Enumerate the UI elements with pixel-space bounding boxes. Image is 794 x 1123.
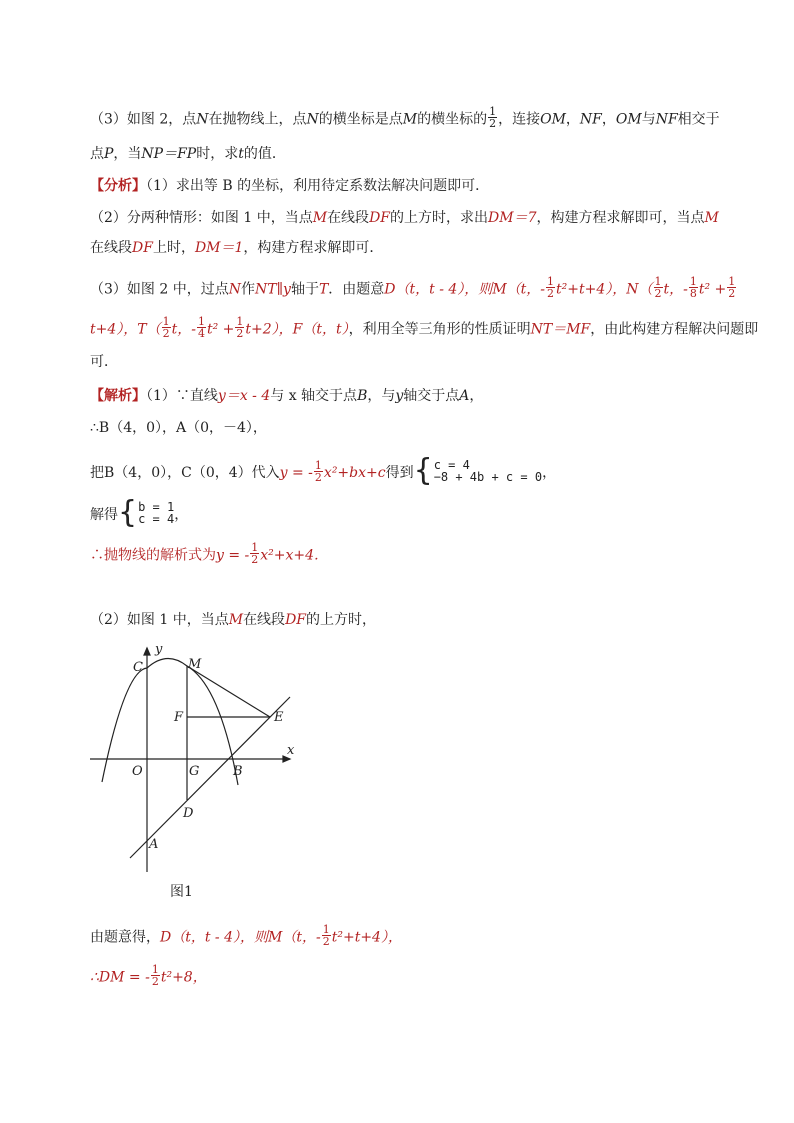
problem-3-line-1: （3）如图 2，点N在抛物线上，点N的横坐标是点M的横坐标的 $\frac{1}{2}$ ，连接OM，NF，OM与NF相交于 <box>90 105 720 130</box>
label-d: D <box>183 806 194 821</box>
equation-system-brace: { <box>413 453 433 488</box>
label-a: A <box>149 837 159 852</box>
label-y: y <box>155 642 163 657</box>
line-ab <box>130 697 290 858</box>
solution-line-3: 把B（4，0），C（0，4）代入y = - $\frac{1}{2}$ x²+bx+c得到{ c = 4 −8 + 4b + c = 0 ， <box>90 453 557 488</box>
label-g: G <box>189 764 200 779</box>
solution-line-5: ∴抛物线的解析式为y = - $\frac{1}{2}$ x²+x+4． <box>90 541 329 566</box>
part-2-line-3: ∴DM = - $\frac{1}{2}$ t²+8， <box>90 963 207 988</box>
label-b: B <box>233 764 243 779</box>
solution-label: 【解析】 <box>90 388 146 404</box>
fraction-half: $\frac{1}{2}$ <box>489 105 497 130</box>
label-x: x <box>287 743 295 758</box>
analysis-line-3: 在线段DF上时，DM＝1，构建方程求解即可． <box>90 240 384 256</box>
analysis-label: 【分析】 <box>90 178 146 194</box>
solution-line-1: 【解析】（1）∵直线y＝x - 4与 x 轴交于点B，与y轴交于点A， <box>90 388 484 404</box>
segment-me <box>187 666 270 717</box>
label-e: E <box>274 710 284 725</box>
equation-system-1: c = 4 −8 + 4b + c = 0 <box>433 458 543 484</box>
label-m: M <box>188 657 202 672</box>
y-axis-arrow <box>144 648 150 655</box>
label-c: C <box>133 660 143 675</box>
equation-system-2: b = 1 c = 4 <box>138 500 175 526</box>
figure-1-diagram <box>85 640 305 880</box>
solution-line-4: 解得{ b = 1 c = 4 ， <box>90 495 189 530</box>
label-f: F <box>174 710 184 725</box>
problem-3-line-2: 点P，当NP＝FP时，求t的值． <box>90 146 286 162</box>
analysis-line-2: （2）分两种情形：如图 1 中，当点M在线段DF的上方时，求出DM＝7，构建方程求解即可，当点M <box>90 210 719 226</box>
figure-1-caption: 图1 <box>170 884 193 900</box>
label-o: O <box>132 764 143 779</box>
analysis-line-4: （3）如图 2 中，过点N作NT∥y轴于T．由题意D（t，t - 4），则M（t，- $\frac{1}{2}$ t²+t+4），N（ $\frac{1}{2}$ t，- $\frac{1}{8}$ t² + $\frac{1}{2}$ <box>90 275 736 300</box>
analysis-line-1: 【分析】（1）求出等 B 的坐标，利用待定系数法解决问题即可． <box>90 178 490 194</box>
solution-line-2: ∴B（4，0），A（0，－4）， <box>90 420 267 436</box>
analysis-line-6: 可． <box>90 354 118 370</box>
analysis-line-5: t+4），T（ $\frac{1}{2}$ t，- $\frac{1}{4}$ t² + $\frac{1}{2}$ t+2），F（t，t），利用全等三角形的性质证明NT＝MF，由此构建方程解决问题即 <box>90 315 759 340</box>
part-2-line-1: （2）如图 1 中，当点M在线段DF的上方时， <box>90 612 377 628</box>
parabola-curve <box>102 658 238 785</box>
equation-system-brace: { <box>118 495 138 530</box>
part-2-line-2: 由题意得，D（t，t - 4），则M（t，- $\frac{1}{2}$ t²+t+4）， <box>90 923 402 948</box>
